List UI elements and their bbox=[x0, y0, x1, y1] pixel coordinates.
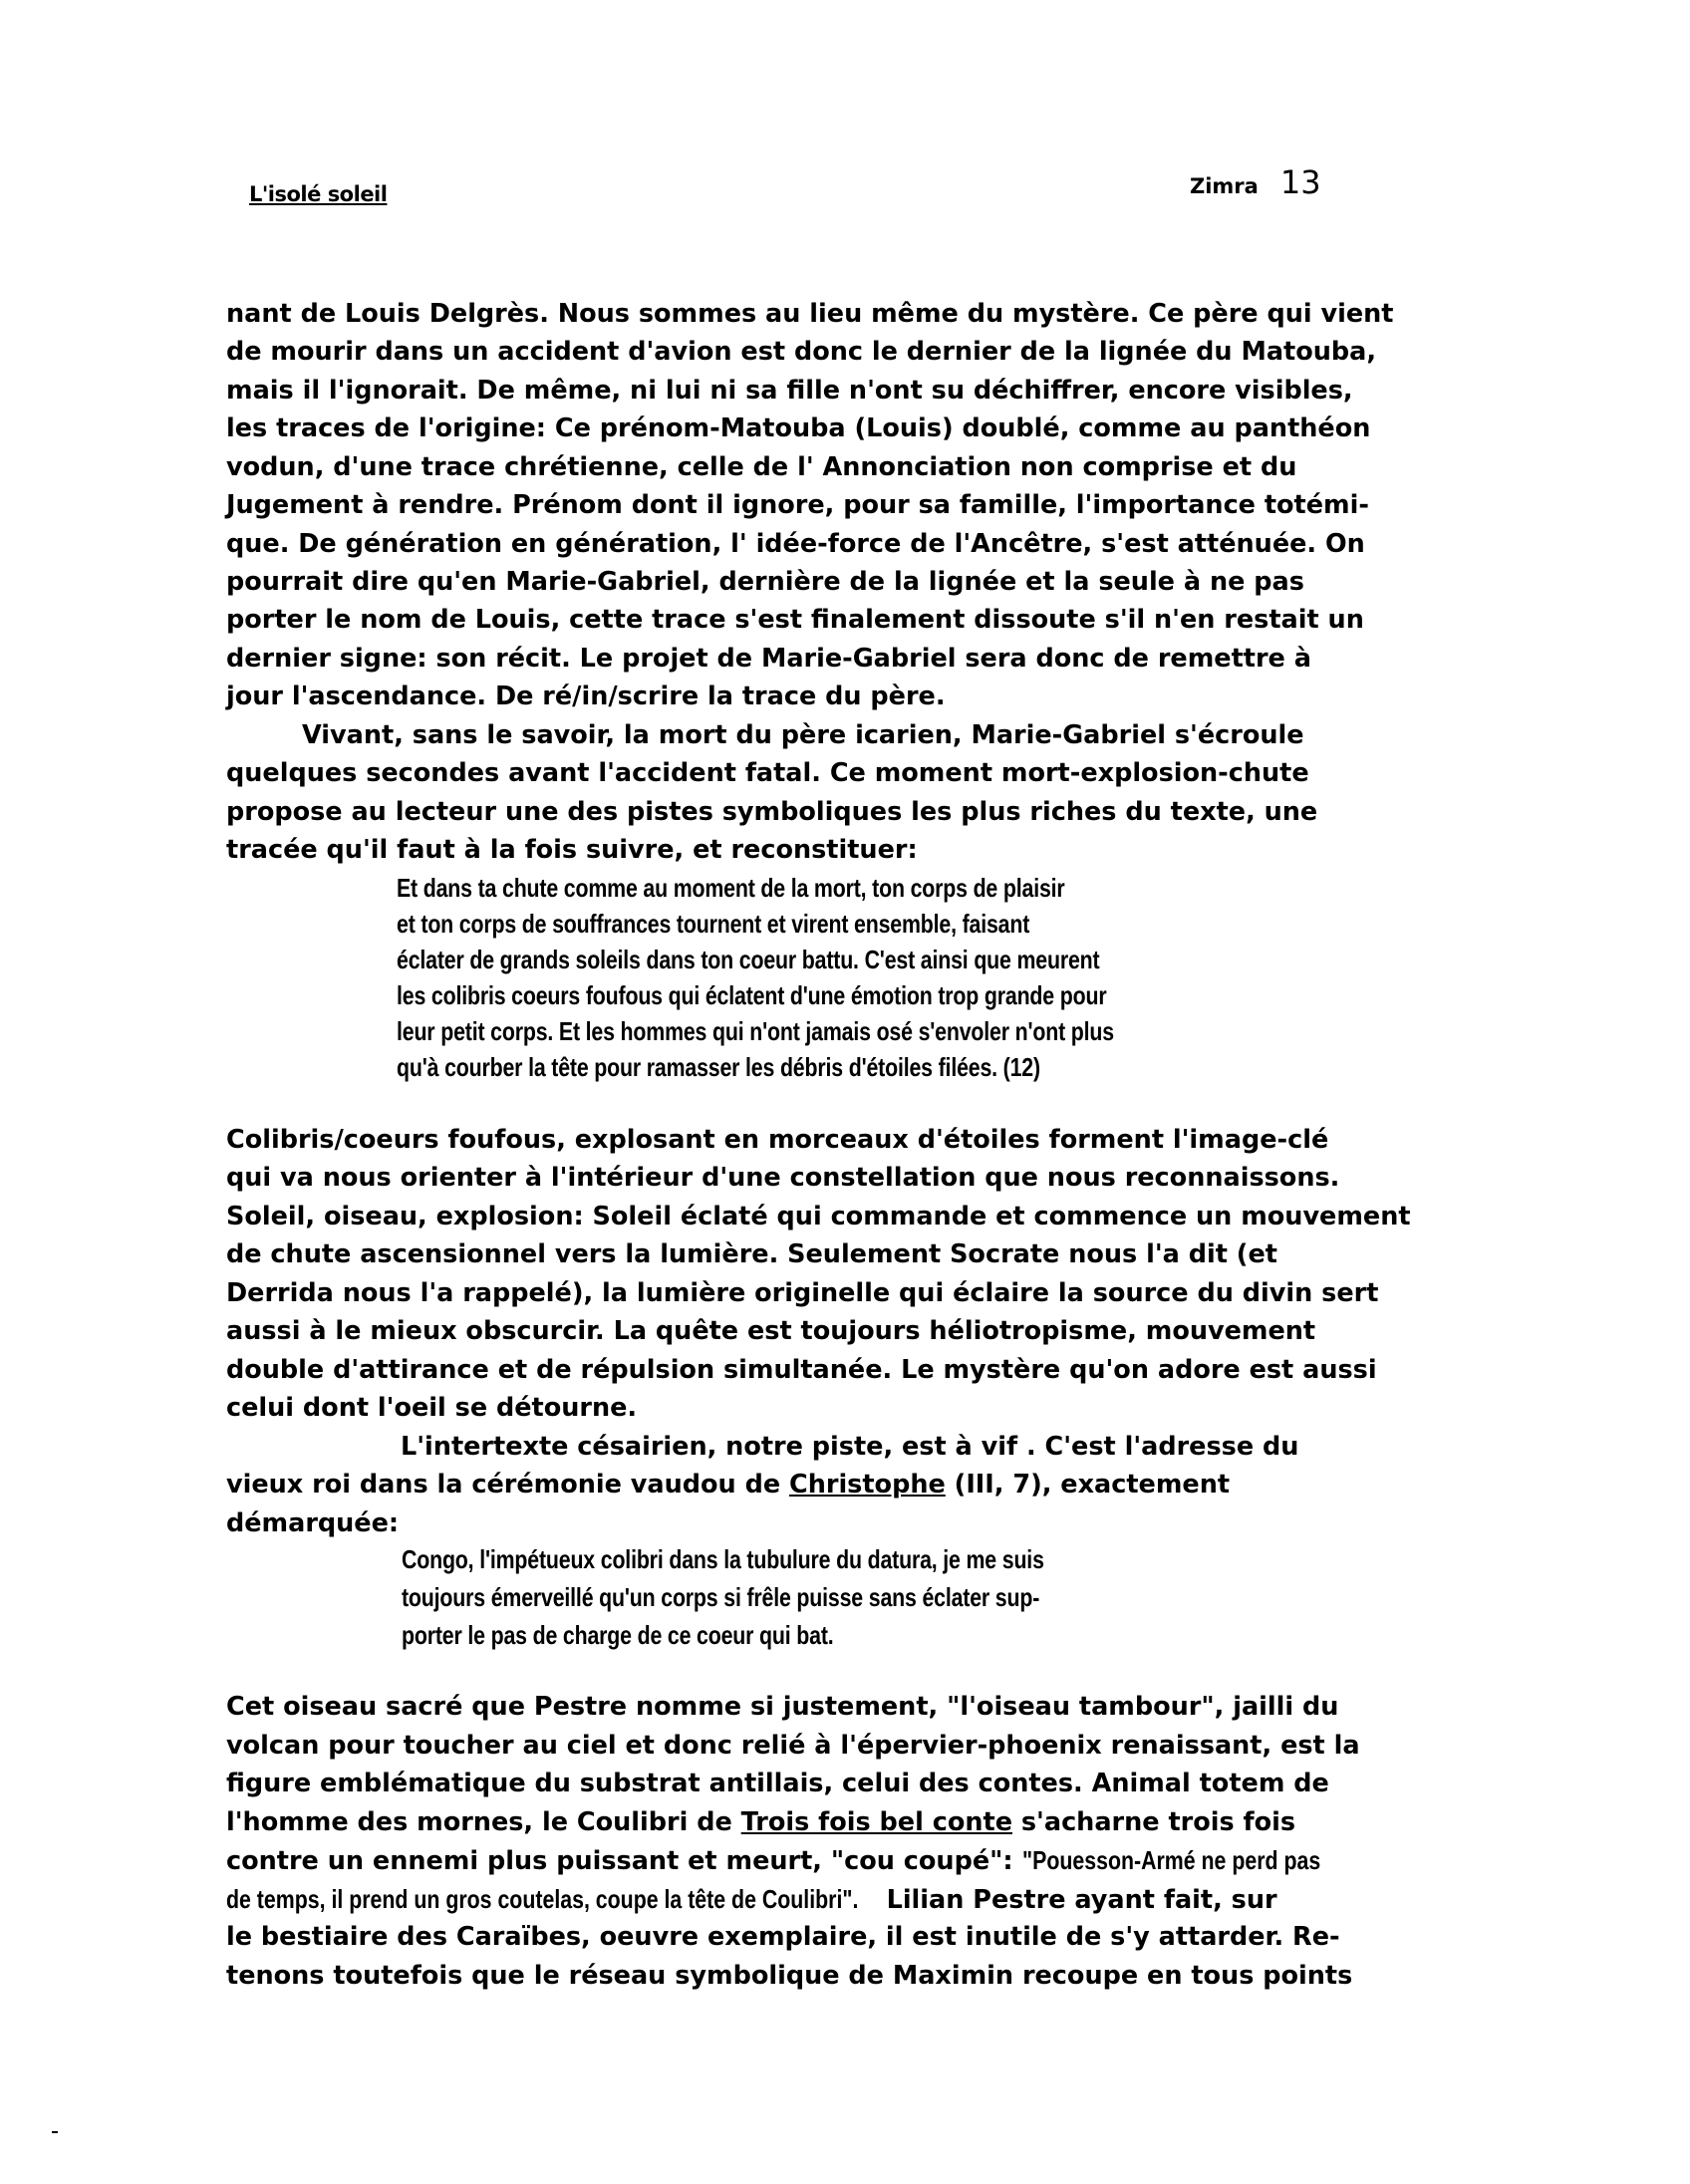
paragraph-line: tracée qu'il faut à la fois suivre, et reconstituer: bbox=[226, 835, 918, 865]
paragraph-line: de chute ascensionnel vers la lumière. Seulement Socrate nous l'a dit (et bbox=[226, 1239, 1277, 1269]
paragraph-line: double d'attirance et de répulsion simultanée. Le mystère qu'on adore est aussi bbox=[226, 1355, 1377, 1385]
block-quote-line: Et dans ta chute comme au moment de la mort, ton corps de plaisir bbox=[397, 873, 1065, 903]
text-run: l'homme des mornes, le Coulibri de bbox=[226, 1807, 741, 1837]
block-quote-line: éclater de grands soleils dans ton coeur battu. C'est ainsi que meurent bbox=[397, 945, 1100, 974]
paragraph-line: quelques secondes avant l'accident fatal. Ce moment mort-explosion-chute bbox=[226, 758, 1309, 788]
inline-quote: de temps, il prend un gros coutelas, coupe la tête de Coulibri". bbox=[226, 1884, 859, 1914]
paragraph-line: tenons toutefois que le réseau symbolique de Maximin recoupe en tous points bbox=[226, 1961, 1353, 1991]
paragraph-line: les traces de l'origine: Ce prénom-Matouba (Louis) doublé, comme au panthéon bbox=[226, 413, 1371, 443]
block-quote-line: qu'à courber la tête pour ramasser les débris d'étoiles filées. (12) bbox=[397, 1052, 1040, 1082]
block-quote-line: porter le pas de charge de ce coeur qui bat. bbox=[402, 1620, 834, 1650]
page-number: 13 bbox=[1279, 163, 1321, 201]
block-quote-line: leur petit corps. Et les hommes qui n'ont jamais osé s'envoler n'ont plus bbox=[397, 1016, 1114, 1046]
block-quote-line: et ton corps de souffrances tournent et virent ensemble, faisant bbox=[397, 909, 1030, 939]
work-title: Christophe bbox=[789, 1470, 946, 1500]
text-run: contre un ennemi plus puissant et meurt, "cou coupé": bbox=[226, 1846, 1022, 1876]
scan-speck bbox=[52, 2131, 58, 2133]
paragraph-line: aussi à le mieux obscurcir. La quête est toujours héliotropisme, mouvement bbox=[226, 1316, 1316, 1346]
paragraph-line: de mourir dans un accident d'avion est donc le dernier de la lignée du Matouba, bbox=[226, 337, 1377, 367]
paragraph-line: Soleil, oiseau, explosion: Soleil éclaté qui commande et commence un mouvement bbox=[226, 1202, 1411, 1231]
paragraph-line bbox=[226, 1884, 1277, 1915]
paragraph-line: Vivant, sans le savoir, la mort du père icarien, Marie-Gabriel s'écroule bbox=[302, 720, 1304, 750]
paragraph-line: dernier signe: son récit. Le projet de Marie-Gabriel sera donc de remettre à bbox=[226, 644, 1311, 674]
running-title: L'isolé soleil bbox=[249, 182, 388, 206]
paragraph-line: qui va nous orienter à l'intérieur d'une constellation que nous reconnaissons. bbox=[226, 1163, 1340, 1193]
paragraph-line: jour l'ascendance. De ré/in/scrire la trace du père. bbox=[226, 682, 946, 711]
block-quote-line: Congo, l'impétueux colibri dans la tubulure du datura, je me suis bbox=[402, 1544, 1044, 1574]
paragraph-line: que. De génération en génération, l' idée-force de l'Ancêtre, s'est atténuée. On bbox=[226, 529, 1365, 559]
text-run: s'acharne trois fois bbox=[1012, 1807, 1296, 1837]
paragraph-line: mais il l'ignorait. De même, ni lui ni sa fille n'ont su déchiffrer, encore visibles, bbox=[226, 376, 1353, 406]
text-run: Lilian Pestre ayant fait, sur bbox=[877, 1885, 1277, 1915]
paragraph-line: L'intertexte césairien, notre piste, est à vif . C'est l'adresse du bbox=[401, 1432, 1299, 1462]
page-header-right bbox=[1190, 163, 1321, 201]
paragraph-line bbox=[226, 1470, 1230, 1500]
paragraph-line bbox=[226, 1845, 1385, 1876]
paragraph-line: pourrait dire qu'en Marie-Gabriel, dernière de la lignée et la seule à ne pas bbox=[226, 567, 1304, 597]
text-run: (III, 7), exactement bbox=[945, 1470, 1231, 1500]
paragraph-line: vodun, d'une trace chrétienne, celle de l' Annonciation non comprise et du bbox=[226, 452, 1297, 482]
paragraph-line: Colibris/coeurs foufous, explosant en morceaux d'étoiles forment l'image-clé bbox=[226, 1125, 1329, 1155]
paragraph-line: propose au lecteur une des pistes symboliques les plus riches du texte, une bbox=[226, 797, 1318, 827]
text-run: vieux roi dans la cérémonie vaudou de bbox=[226, 1470, 789, 1500]
inline-quote: "Pouesson-Armé ne perd pas bbox=[1021, 1845, 1320, 1875]
paragraph-line: Cet oiseau sacré que Pestre nomme si justement, "l'oiseau tambour", jailli du bbox=[226, 1692, 1339, 1722]
work-title: Trois fois bel conte bbox=[740, 1807, 1012, 1837]
paragraph-line bbox=[226, 1807, 1295, 1837]
paragraph-line: Derrida nous l'a rappelé), la lumière originelle qui éclaire la source du divin sert bbox=[226, 1278, 1379, 1308]
paragraph-line: celui dont l'oeil se détourne. bbox=[226, 1393, 638, 1423]
paragraph-line: démarquée: bbox=[226, 1508, 400, 1538]
paragraph-line: le bestiaire des Caraïbes, oeuvre exemplaire, il est inutile de s'y attarder. Re- bbox=[226, 1922, 1340, 1952]
author-name: Zimra bbox=[1190, 174, 1259, 198]
block-quote-line: toujours émerveillé qu'un corps si frêle puisse sans éclater sup- bbox=[402, 1582, 1040, 1612]
block-quote-line: les colibris coeurs foufous qui éclatent d'une émotion trop grande pour bbox=[397, 980, 1107, 1010]
paragraph-line: porter le nom de Louis, cette trace s'est finalement dissoute s'il n'en restait un bbox=[226, 605, 1364, 635]
paragraph-line: volcan pour toucher au ciel et donc relié à l'épervier-phoenix renaissant, est la bbox=[226, 1731, 1360, 1761]
paragraph-line: figure emblématique du substrat antillais, celui des contes. Animal totem de bbox=[226, 1769, 1329, 1798]
paragraph-line: nant de Louis Delgrès. Nous sommes au lieu même du mystère. Ce père qui vient bbox=[226, 299, 1394, 329]
paragraph-line: Jugement à rendre. Prénom dont il ignore, pour sa famille, l'importance totémi- bbox=[226, 490, 1369, 520]
